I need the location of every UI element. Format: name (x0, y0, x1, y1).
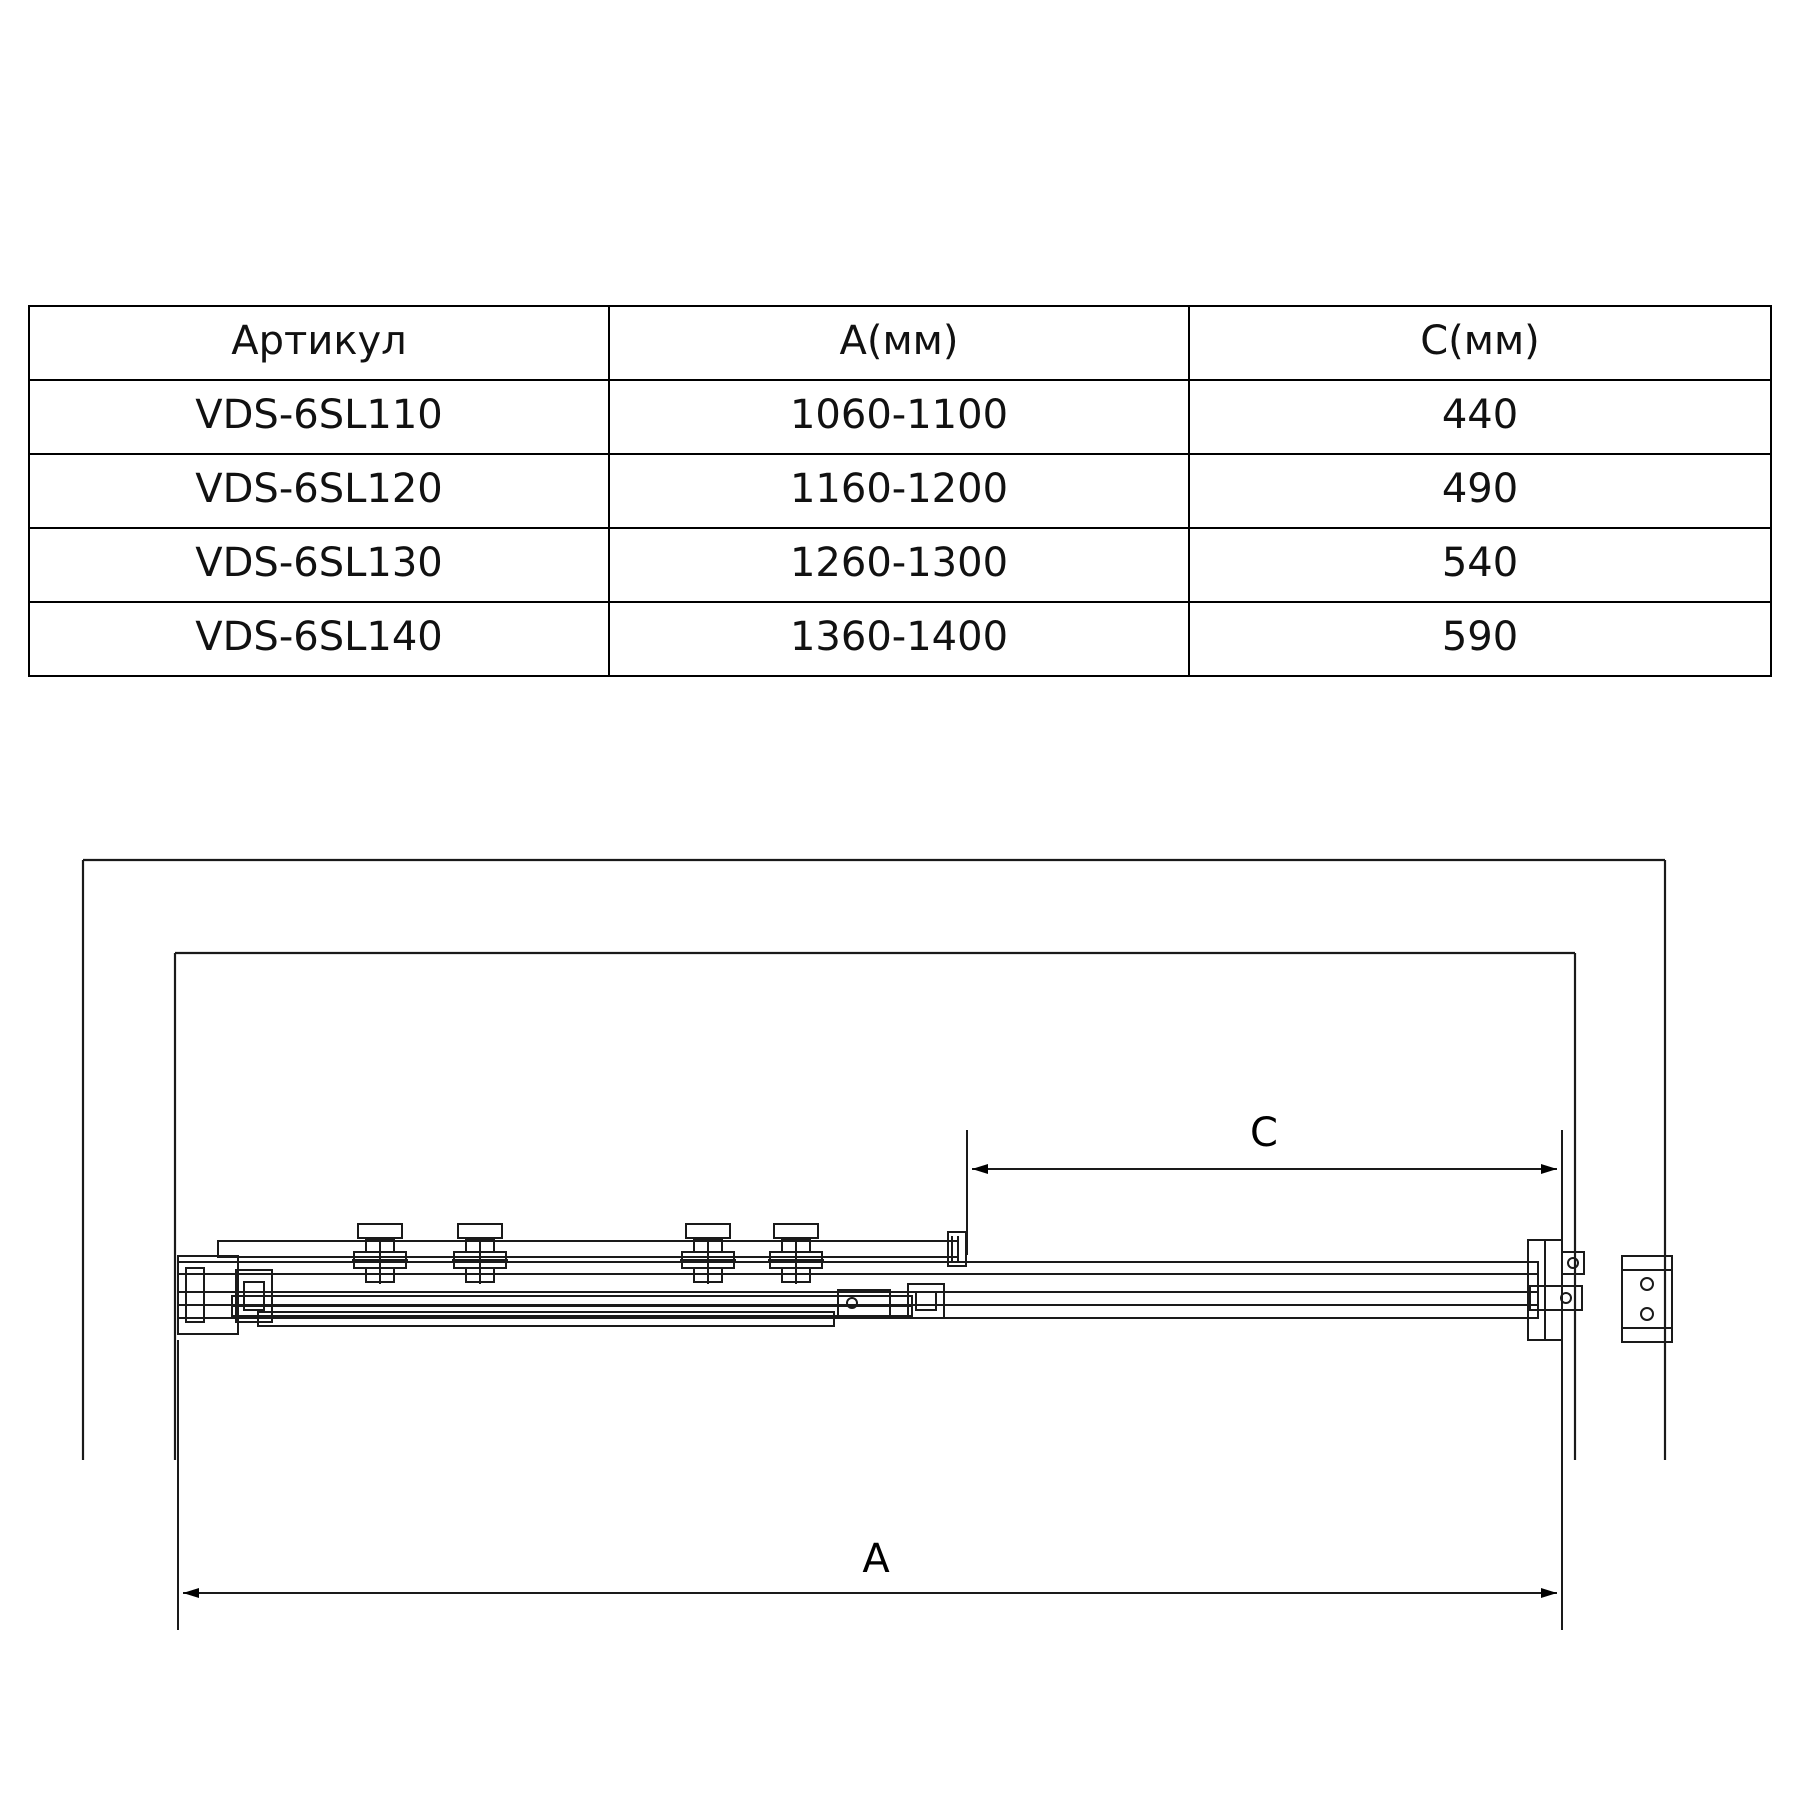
cell-a: 1360-1400 (609, 602, 1189, 676)
cell-article: VDS-6SL130 (29, 528, 609, 602)
table-row (29, 528, 1771, 602)
specification-table (28, 305, 1772, 677)
cell-a: 1060-1100 (609, 380, 1189, 454)
cell-a: 1160-1200 (609, 454, 1189, 528)
dimension-label-a: A (862, 1536, 890, 1582)
table-row (29, 602, 1771, 676)
table-header-row (29, 306, 1771, 380)
cell-article: VDS-6SL140 (29, 602, 609, 676)
dimension-a (178, 1340, 1562, 1630)
table-row (29, 380, 1771, 454)
column-header-a: A(мм) (609, 306, 1189, 380)
column-header-c: C(мм) (1189, 306, 1771, 380)
column-header-article: Артикул (29, 306, 609, 380)
table-row (29, 454, 1771, 528)
cell-a: 1260-1300 (609, 528, 1189, 602)
cell-c: 440 (1189, 380, 1771, 454)
cell-c: 590 (1189, 602, 1771, 676)
cell-article: VDS-6SL110 (29, 380, 609, 454)
cell-article: VDS-6SL120 (29, 454, 609, 528)
dimension-label-c: C (1250, 1110, 1278, 1156)
cell-c: 490 (1189, 454, 1771, 528)
enclosure-outline (83, 860, 1665, 1460)
cell-c: 540 (1189, 528, 1771, 602)
technical-drawing (0, 800, 1800, 1800)
wall-fixing-bracket (1528, 1240, 1672, 1342)
